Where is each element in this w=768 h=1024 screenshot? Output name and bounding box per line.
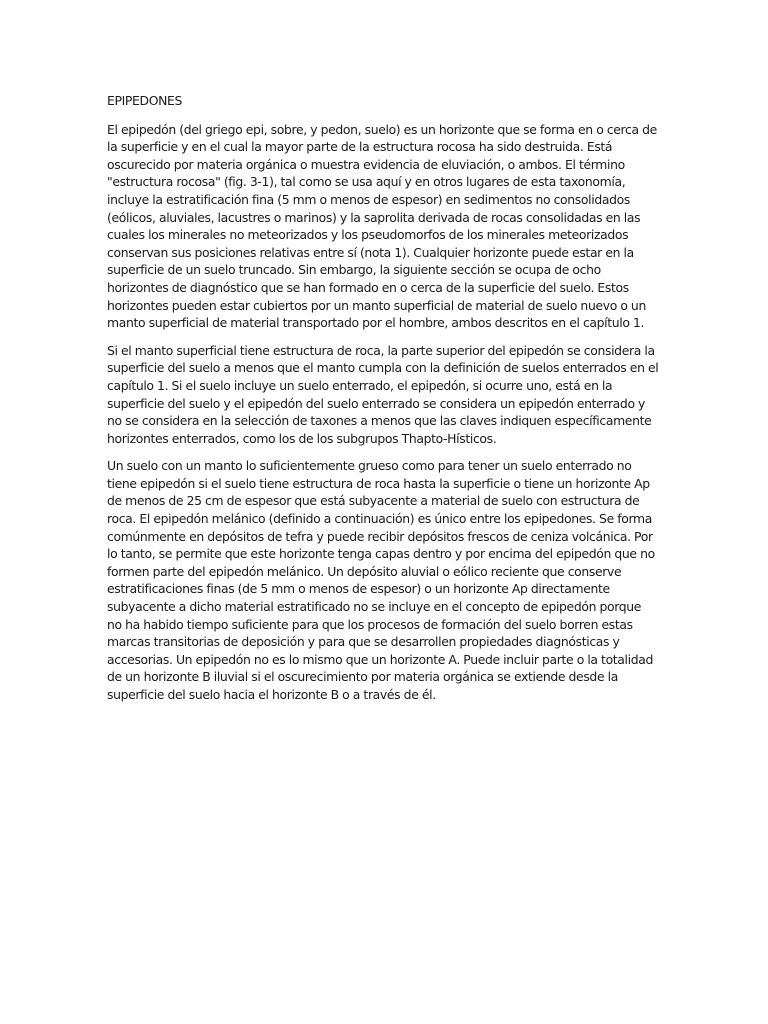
paragraph-1: El epipedón (del griego epi, sobre, y pedon, suelo) es un horizonte que se forma en o cerca de la superficie y en el cual la mayor parte de la estructura rocosa ha sido destruida. Está oscurecido por materia orgánica o muestra evidencia de eluviación, o ambos. El término "estructura rocosa" (fig. 3-1), tal como se usa aquí y en otros lugares de esta taxonomía, incluye la estratificación fina (5 mm o menos de espesor) en sedimentos no consolidados (eólicos, aluviales, lacustres o marinos) y la saprolita derivada de rocas consolidadas en las cuales los minerales no meteorizados y los pseudomorfos de los minerales meteorizados conservan sus posiciones relativas entre sí (nota 1). Cualquier horizonte puede estar en la superficie de un suelo truncado. Sin embargo, la siguiente sección se ocupa de ocho horizontes de diagnóstico que se han formado en o cerca de la superficie del suelo. Estos horizontes pueden estar cubiertos por un manto superficial de material de suelo nuevo o un manto superficial de material transportado por el hombre, ambos descritos en el capítulo 1. <box>107 121 657 331</box>
document-heading: EPIPEDONES <box>107 93 183 108</box>
paragraph-3: Un suelo con un manto lo suficientemente grueso como para tener un suelo enterrado no tiene epipedón si el suelo tiene estructura de roca hasta la superficie o tiene un horizonte Ap de menos de 25 cm de espesor que está subyacente a material de suelo con estructura de roca. El epipedón melánico (definido a continuación) es único entre los epipedones. Se forma comúnmente en depósitos de tefra y puede recibir depósitos frescos de ceniza volcánica. Por lo tanto, se permite que este horizonte tenga capas dentro y por encima del epipedón que no formen parte del epipedón melánico. Un depósito aluvial o eólico reciente que conserve estratificaciones finas (de 5 mm o menos de espesor) o un horizonte Ap directamente subyacente a dicho material estratificado no se incluye en el concepto de epipedón porque no ha habido tiempo suficiente para que los procesos de formación del suelo borren estas marcas transitorias de deposición y para que se desarrollen propiedades diagnósticas y accesorias. Un epipedón no es lo mismo que un horizonte A. Puede incluir parte o la totalidad de un horizonte B iluvial si el oscurecimiento por materia orgánica se extiende desde la superficie del suelo hacia el horizonte B o a través de él. <box>107 458 655 702</box>
document-body <box>107 92 659 714</box>
paragraph-2: Si el manto superficial tiene estructura de roca, la parte superior del epipedón se considera la superficie del suelo a menos que el manto cumpla con la definición de suelos enterrados en el capítulo 1. Si el suelo incluye un suelo enterrado, el epipedón, si ocurre uno, está en la superficie del suelo y el epipedón del suelo enterrado se considera un epipedón enterrado y no se considera en la selección de taxones a menos que las claves indiquen específicamente horizontes enterrados, como los de los subgrupos Thapto-Hísticos. <box>107 342 659 446</box>
